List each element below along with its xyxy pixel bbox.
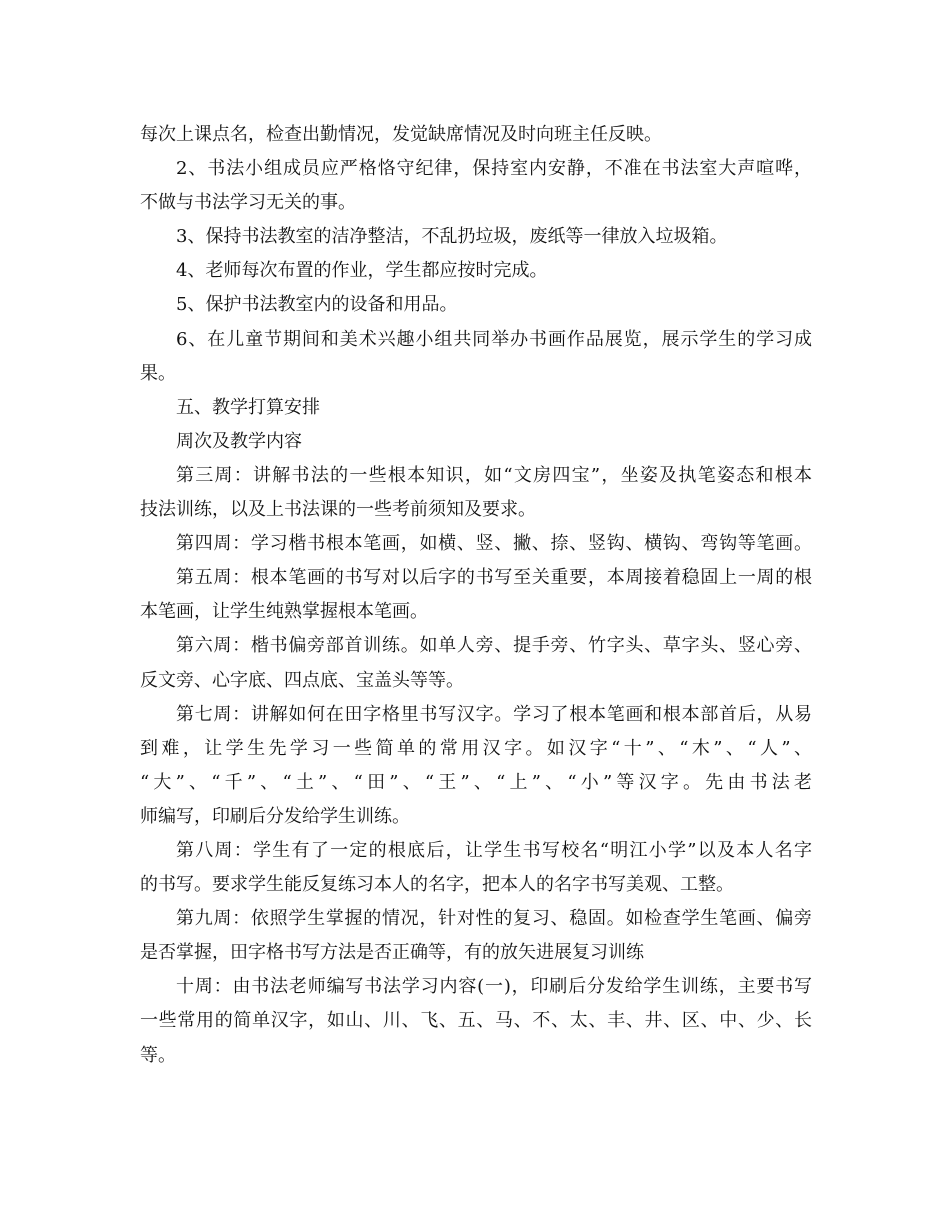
text-line: 第六周：楷书偏旁部首训练。如单人旁、提手旁、竹字头、草字头、竖心旁、 [176,635,812,657]
text-line: 的书写。要求学生能反复练习本人的名字，把本人的名字书写美观、工整。 [140,874,734,896]
text-line: 第三周：讲解书法的一些根本知识，如“文房四宝”，坐姿及执笔姿态和根本 [176,464,812,486]
text-line: 等。 [140,1044,176,1066]
text-line: 3、保持书法教室的洁净整洁，不乱扔垃圾，废纸等一律放入垃圾箱。 [176,226,728,248]
text-line: 十周：由书法老师编写书法学习内容(一)，印刷后分发给学生训练，主要书写 [176,976,812,998]
text-line: 第四周：学习楷书根本笔画，如横、竖、撇、捺、竖钩、横钩、弯钩等笔画。 [176,533,812,555]
text-line: 果。 [140,362,176,384]
text-line: 每次上课点名，检查出勤情况，发觉缺席情况及时向班主任反映。 [140,124,662,145]
text-line: 五、教学打算安排 [176,396,320,418]
text-line: 第九周：依照学生掌握的情况，针对性的复习、稳固。如检查学生笔画、偏旁 [176,908,812,930]
text-line: 2、书法小组成员应严格恪守纪律，保持室内安静，不准在书法室大声喧哗， [176,158,812,180]
text-line: 第五周：根本笔画的书写对以后字的书写至关重要，本周接着稳固上一周的根 [176,567,812,589]
text-line: 到难，让学生先学习一些简单的常用汉字。如汉字“十”、“木”、“人”、 [140,737,812,759]
text-line: 第八周：学生有了一定的根底后，让学生书写校名“明江小学”以及本人名字 [176,839,812,861]
text-line: 反文旁、心字底、四点底、宝盖头等等。 [140,669,464,691]
text-line: 4、老师每次布置的作业，学生都应按时完成。 [176,260,548,282]
document-body [140,118,812,1073]
text-line: 师编写，印刷后分发给学生训练。 [140,805,410,827]
text-line: 周次及教学内容 [176,430,302,452]
text-line: 本笔画，让学生纯熟掌握根本笔画。 [140,601,428,623]
text-line: 5、保护书法教室内的设备和用品。 [176,294,458,316]
text-line: 6、在儿童节期间和美术兴趣小组共同举办书画作品展览，展示学生的学习成 [176,328,812,350]
text-line: 技法训练，以及上书法课的一些考前须知及要求。 [140,499,536,521]
text-line: 第七周：讲解如何在田字格里书写汉字。学习了根本笔画和根本部首后，从易 [176,703,812,725]
text-line: 是否掌握，田字格书写方法是否正确等，有的放矢进展复习训练 [140,942,644,964]
text-line: 不做与书法学习无关的事。 [140,192,356,214]
text-line: 一些常用的简单汉字，如山、川、飞、五、马、不、太、丰、井、区、中、少、长 [140,1010,812,1032]
text-line: “大”、“千”、“土”、“田”、“王”、“上”、“小”等汉字。先由书法老 [140,771,812,793]
